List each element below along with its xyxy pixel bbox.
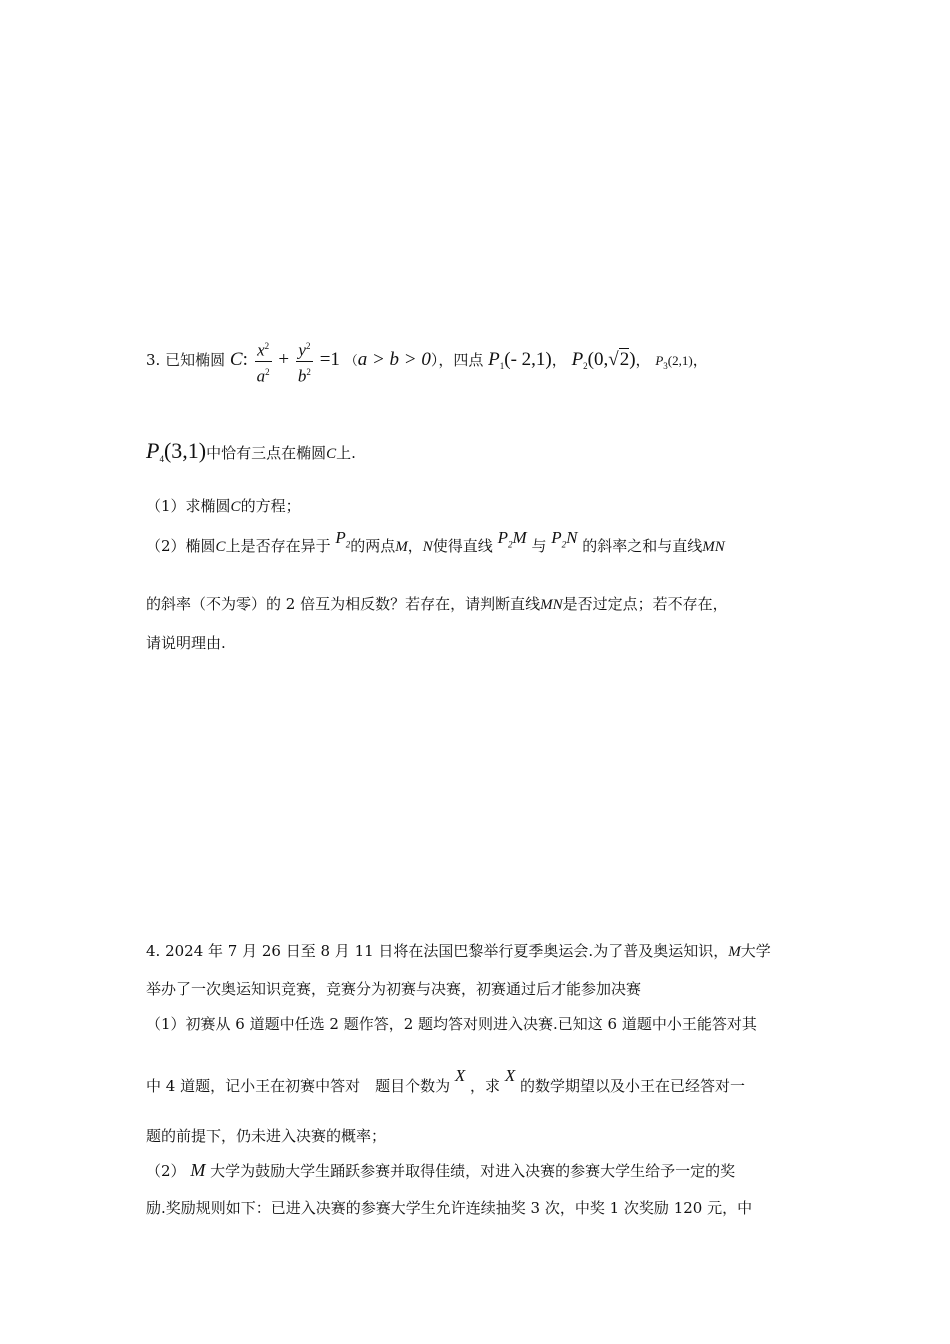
ellipse-c: C — [326, 446, 337, 462]
part1-line2-text3: 的数学期望以及小王在已经答对一 — [520, 1077, 746, 1095]
line-mn: MN — [540, 597, 563, 613]
problem4-part1-line2 — [146, 1066, 746, 1096]
ellipse-label: C — [229, 349, 243, 371]
exp-2: 2 — [305, 341, 311, 351]
numerator-x: x — [257, 340, 265, 360]
part1-tail: 的方程； — [240, 497, 301, 515]
exp-2: 2 — [306, 366, 311, 377]
denominator-b: b — [297, 366, 307, 386]
point-p1: P — [488, 349, 500, 371]
sub-4: 4 — [159, 454, 164, 464]
part1-line2-text1: 中 4 道题，记小王在初赛中答对 题目个数为 — [146, 1077, 451, 1095]
problem4-part1-line3: 题的前提下，仍未进入决赛的概率； — [146, 1127, 387, 1145]
line-mn: MN — [702, 539, 725, 555]
part2-label: （2）椭圆 — [146, 537, 216, 555]
problem4-line1-text: 4. 2024 年 7 月 26 日至 8 月 11 日将在法国巴黎举行夏季奥运会.为了普及奥运知识， — [146, 942, 729, 960]
part2-line1-text: 大学为鼓励大学生踊跃参赛并取得佳绩，对进入决赛的参赛大学生给予一定的奖 — [210, 1162, 736, 1180]
fraction-x-over-a — [255, 336, 272, 386]
problem3-number: 3. — [146, 351, 161, 370]
part2-line2-text2: 是否过定点；若不存在， — [562, 595, 728, 613]
fraction-y-over-b — [296, 336, 313, 386]
problem3-part1 — [146, 495, 301, 516]
university-m: M — [728, 944, 741, 960]
part1-line2-text2: ，求 — [470, 1077, 501, 1095]
problem4-line2: 举办了一次奥运知识竞赛，竞赛分为初赛与决赛，初赛通过后才能参加决赛 — [146, 980, 642, 998]
p3-coord: (2,1) — [667, 353, 693, 369]
part2-text1: 上是否存在异于 — [225, 537, 331, 555]
part2-label: （2） — [146, 1162, 186, 1180]
colon: : — [242, 349, 248, 371]
problem3-part2-line3: 请说明理由. — [146, 634, 226, 652]
plus-sign: + — [278, 349, 290, 371]
denominator-a: a — [256, 366, 266, 386]
condition: a > b > 0 — [357, 349, 431, 371]
four-points-text: ），四点 — [430, 351, 484, 370]
problem3-part2-line1 — [146, 528, 725, 557]
part2-line2-text1: 的斜率（不为零）的 2 倍互为相反数？若存在，请判断直线 — [146, 595, 541, 613]
p2-coord-open: (0,√ — [587, 349, 619, 371]
variable-x: X — [504, 1066, 516, 1085]
problem3-part2-line2 — [146, 593, 728, 614]
ellipse-c: C — [230, 499, 241, 515]
part1-label: （1）求椭圆 — [146, 497, 231, 515]
problem4-part2-line2: 励.奖励规则如下：已进入决赛的参赛大学生允许连续抽奖 3 次，中奖 1 次奖励 120 元，中 — [146, 1199, 753, 1217]
problem4-part1-line1: （1）初赛从 6 道题中任选 2 题作答，2 题均答对则进入决赛.已知这 6 道题中小王能答对其 — [146, 1015, 757, 1033]
p4-coord: (3,1) — [163, 438, 207, 463]
line-p2m: $P_2M$ — [497, 528, 527, 550]
exp-2: 2 — [265, 366, 270, 377]
separator: ， — [635, 351, 651, 370]
separator: ， — [692, 351, 708, 370]
paren-open: （ — [344, 354, 358, 370]
problem4-line1-tail: 大学 — [740, 942, 771, 960]
problem3-line2 — [146, 438, 356, 464]
problem3-line2-text: 中恰有三点在椭圆 — [206, 444, 327, 462]
sub-3: 3 — [663, 361, 668, 372]
point-p4: P — [146, 438, 160, 463]
p2-sqrt-arg: 2 — [619, 349, 630, 371]
equals-one: =1 — [319, 349, 340, 371]
exp-2: 2 — [264, 341, 270, 351]
part2-text2: 的两点 — [350, 537, 396, 555]
separator: ， — [551, 351, 567, 370]
sub-1: 1 — [499, 361, 505, 372]
p2-coord-close: ) — [629, 349, 636, 371]
ellipse-c: C — [215, 539, 226, 555]
p1-coord: (- 2,1) — [504, 349, 552, 371]
problem3-lead-text: 已知椭圆 — [165, 351, 226, 370]
comma: ， — [407, 537, 423, 555]
university-m: M — [190, 1160, 206, 1180]
part2-text3: 使得直线 — [432, 537, 493, 555]
point-p3: P — [655, 353, 664, 369]
problem4-line1 — [146, 940, 771, 961]
sub-2: 2 — [583, 361, 588, 372]
line-p2n: $P_2N$ — [551, 528, 578, 550]
point-m: M — [395, 539, 408, 555]
point-p2: P — [571, 349, 584, 371]
part2-text4: 与 — [531, 537, 547, 555]
point-p2-ref: $P_2$ — [335, 528, 351, 550]
variable-x: X — [454, 1066, 466, 1085]
problem3-line1 — [146, 336, 708, 386]
numerator-y: y — [298, 340, 306, 360]
part2-text5: 的斜率之和与直线 — [582, 537, 703, 555]
problem4-part2-line1 — [146, 1160, 735, 1181]
problem3-line2-tail: 上. — [336, 444, 356, 462]
point-n: N — [422, 539, 433, 555]
